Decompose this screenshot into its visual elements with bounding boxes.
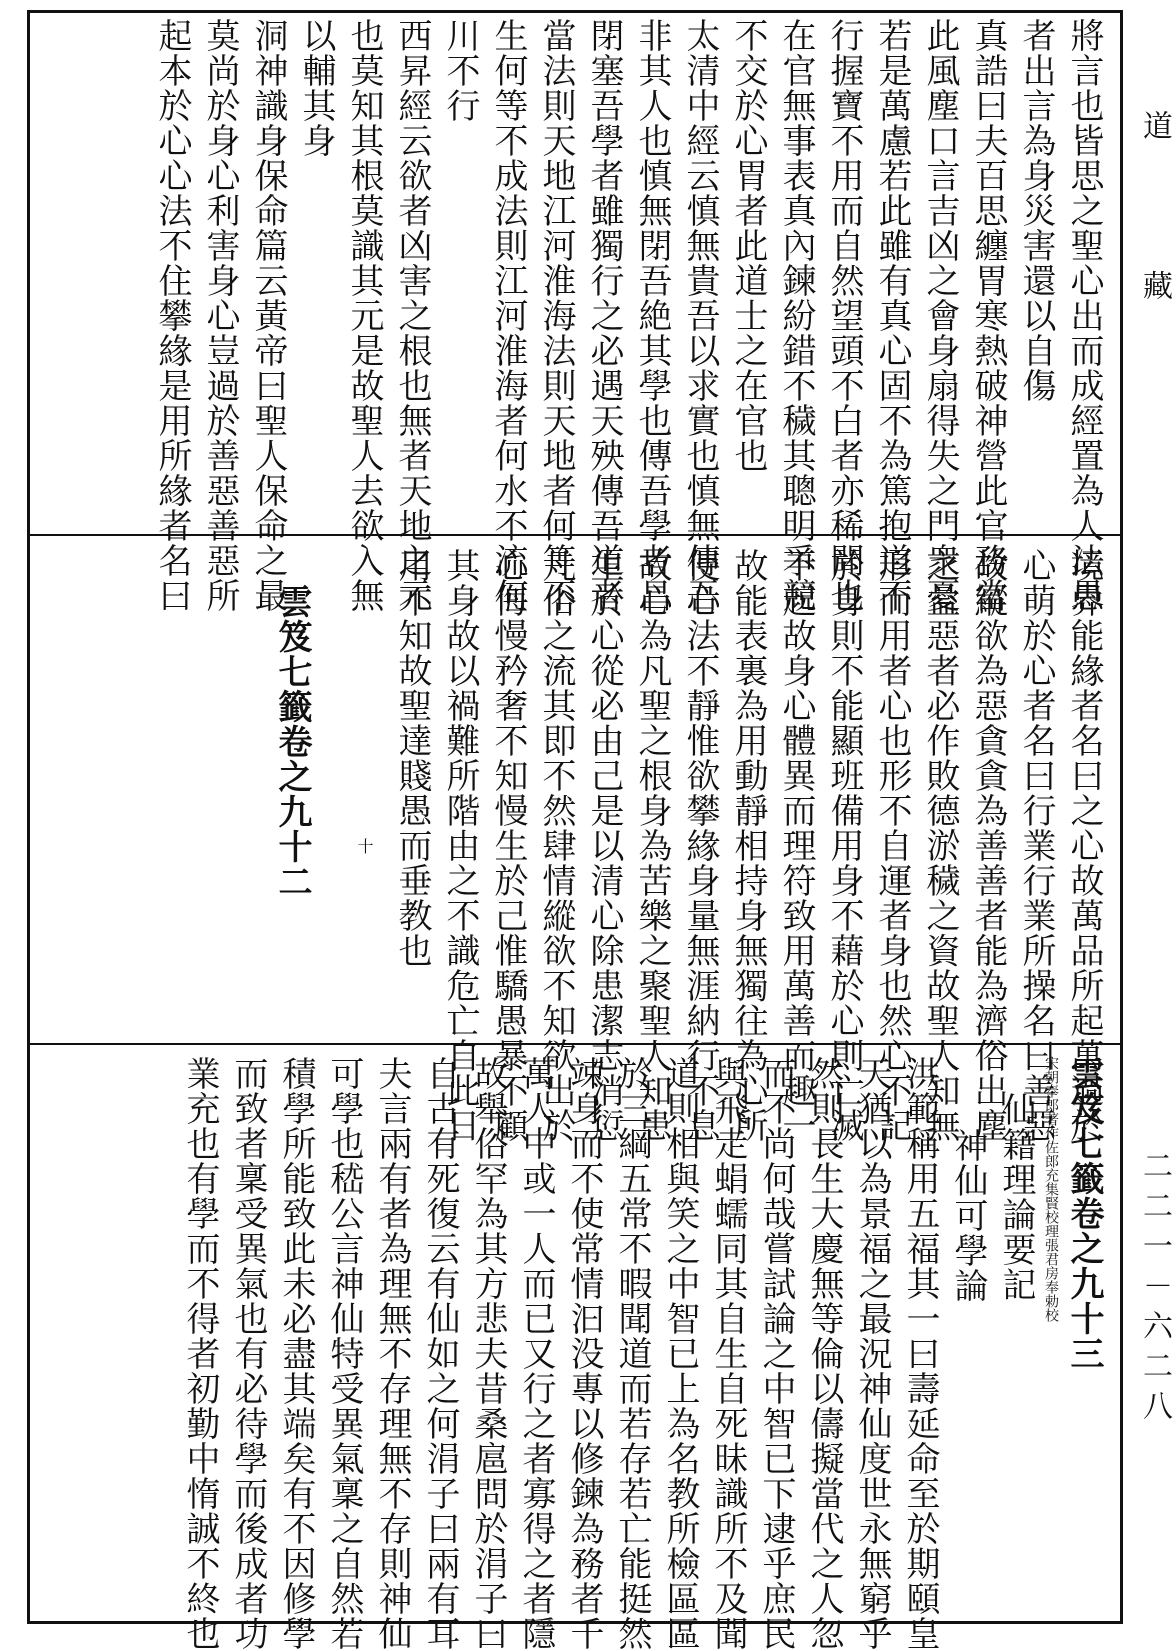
section-subheading: 神仙可學論 bbox=[948, 1128, 988, 1303]
text-column: 可學也嵇公言神仙特受異氣稟之自然若 bbox=[324, 1056, 364, 1651]
text-column: 洪範稱用五福其一曰壽延命至於期頤皇 bbox=[900, 1056, 940, 1651]
text-column: 之益惡者必作敗德淤穢之資故聖人知無 bbox=[920, 548, 960, 1143]
text-column: 與飛走蜎蠕同其自生自死昧識所不及聞 bbox=[708, 1056, 748, 1651]
text-column: 行握寶不用而自然望頭不白者亦稀聞也 bbox=[824, 18, 864, 613]
text-column: 西昇經云欲者凶害之根也無者天地之元 bbox=[392, 18, 432, 613]
register-top bbox=[40, 18, 1110, 613]
section-heading: 仙籍理論要記 bbox=[996, 1092, 1036, 1302]
text-column: 於三綱五常不暇聞道而若存若亡能挺然 bbox=[612, 1056, 652, 1651]
text-column: 生於心從必由己是以清心除患潔志消愆 bbox=[584, 548, 624, 1143]
text-column: 天猶以為景福之最況神仙度世永無窮乎 bbox=[852, 1056, 892, 1651]
compiler-credit: 宋朝奉郎著作佐郎充集賢校理張君房奉勅校 bbox=[1043, 1056, 1059, 1322]
text-column bbox=[318, 548, 362, 1028]
text-column: 然則長生大慶無等倫以儔擬當代之人忽 bbox=[804, 1056, 844, 1651]
text-column: 者出言為身災害還以自傷 bbox=[1016, 18, 1056, 403]
text-column: 其身故以禍難所階由之不識危亡自此日 bbox=[440, 548, 480, 1143]
text-column: 不交於心胃者此道士之在官也 bbox=[728, 18, 768, 473]
text-column: 生何等不成法則江河淮海者何水不流何 bbox=[488, 18, 528, 613]
register-bottom bbox=[40, 1056, 1110, 1651]
chapter-end-title: 雲笈七籤卷之九十二 bbox=[272, 584, 312, 899]
text-column: 不起故身心體異而理符致用萬善而趣一 bbox=[776, 548, 816, 1143]
text-column: 於身則不能顯班備用身不藉於心則亡滅 bbox=[824, 548, 864, 1143]
text-column: 使心法不靜惟欲攀緣身量無涯納行不息 bbox=[680, 548, 720, 1143]
text-column: 當法則天地江河淮海法則天地者何等不 bbox=[536, 18, 576, 613]
text-column: 洞神識身保命篇云黃帝曰聖人保命之最 bbox=[248, 18, 288, 613]
text-column: 境界能緣者名曰之心故萬品所起萬過於 bbox=[1064, 548, 1104, 1143]
register-middle bbox=[40, 548, 1110, 1143]
side-label-zang: 藏 bbox=[1137, 270, 1172, 304]
text-column: 自古有死復云有仙如之何涓子曰兩有耳 bbox=[420, 1056, 460, 1651]
chapter-title: 雲笈七籤卷之九十三 bbox=[1064, 1056, 1104, 1371]
text-column: 萬人中或一人而已又行之者寡得之者隱 bbox=[516, 1056, 556, 1651]
text-column: 用不知故聖達賤愚而垂教也 bbox=[392, 548, 432, 968]
text-column: 將言也皆思之聖心出而成經置為人法愚 bbox=[1064, 18, 1104, 613]
text-column: 凡俗之流其即不然肆情縱欲不知欲出於 bbox=[536, 548, 576, 1143]
side-label-dao: 道 bbox=[1137, 110, 1172, 144]
text-column: 夫言兩有者為理無不存理無不存則神仙 bbox=[372, 1056, 412, 1651]
text-column: 而不尚何哉嘗試論之中智已下逮乎庶民 bbox=[756, 1056, 796, 1651]
text-column: 真誥曰夫百思纏胃寒熱破神營此官務當 bbox=[968, 18, 1008, 613]
text-column: 積學所能致此未必盡其端矣有不因修學 bbox=[276, 1056, 316, 1651]
text-column: 道則相與笑之中智已上為名教所檢區區 bbox=[660, 1056, 700, 1651]
text-column: 業充也有學而不得者初勤中惰誠不終也 bbox=[180, 1056, 220, 1651]
text-column: 故舉俗罕為其方悲夫昔桑扈問於涓子曰 bbox=[468, 1056, 508, 1651]
side-page-number: 二二一－六二八 bbox=[1137, 1150, 1172, 1430]
end-mark: 十 bbox=[355, 838, 374, 855]
text-column: 以輔其身 bbox=[296, 18, 336, 158]
text-column: 心萌於心者名曰行業行業所操名曰善惡 bbox=[1016, 548, 1056, 1143]
text-column: 故能表裏為用動靜相持身無獨往為心所 bbox=[728, 548, 768, 1143]
text-column: 故縱欲為惡貪貪為善善者能為濟俗出塵 bbox=[968, 548, 1008, 1143]
text-column: 在官無事表真內鍊紛錯不穢其聰明爭競 bbox=[776, 18, 816, 613]
text-column: 而致者稟受異氣也有必待學而後成者功 bbox=[228, 1056, 268, 1651]
text-column: 若是萬慮若此雖有真心固不為篤抱道不 bbox=[872, 18, 912, 613]
text-column: 川不行 bbox=[440, 18, 480, 123]
text-column: 非其人也慎無閉吾絶其學也傳吾學者昌 bbox=[632, 18, 672, 613]
text-column: 也莫知其根莫識其元是故聖人去欲入無 bbox=[344, 18, 384, 613]
text-column: 太清中經云慎無貴吾以求實也慎無傳吾 bbox=[680, 18, 720, 613]
text-column: 莫尚於身心利害身心豈過於善惡善惡所 bbox=[200, 18, 240, 613]
text-column: 竦身而不使常情汩没專以修鍊為務者千 bbox=[564, 1056, 604, 1651]
text-column: 形而用者心也形不自運者身也然心不記 bbox=[872, 548, 912, 1143]
text-column: 閉塞吾學者雖獨行之必遇天殃傳吾道者 bbox=[584, 18, 624, 613]
text-column: 起本於心心法不住攀緣是用所緣者名曰 bbox=[152, 18, 192, 613]
text-column: 此風塵口言吉凶之會身扇得失之門衆憂 bbox=[920, 18, 960, 613]
text-column: 心侮慢矜奢不知慢生於己惟驕愚暴不顧 bbox=[488, 548, 528, 1143]
text-column: 故心為凡聖之根身為苦樂之聚聖人知患 bbox=[632, 548, 672, 1143]
